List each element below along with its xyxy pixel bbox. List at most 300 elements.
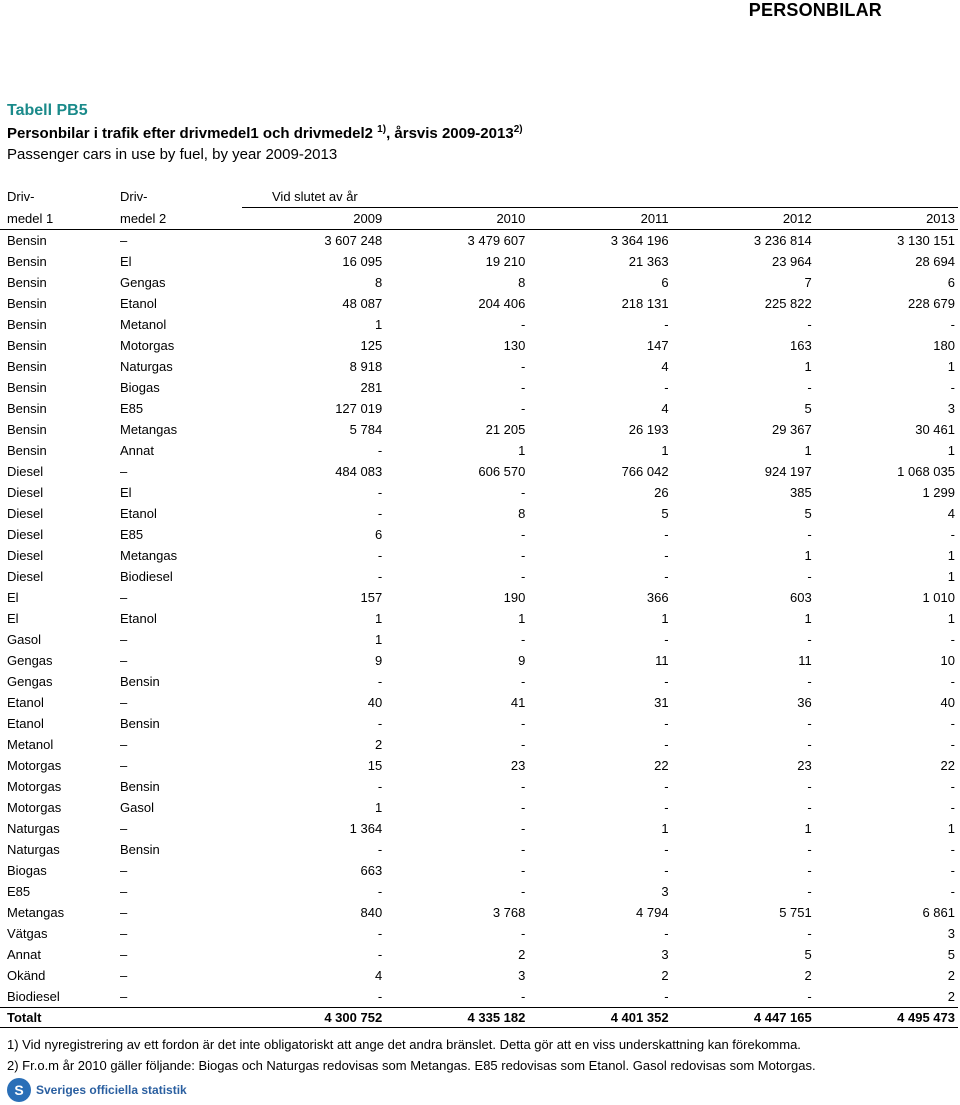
value-cell: - bbox=[521, 716, 526, 731]
footnote-1: 1) Vid nyregistrering av ett fordon är det inte obligatoriskt att ange det andra bränslet. Detta gör att en viss underskattning kan förekomma. bbox=[7, 1037, 801, 1052]
value-cell: 4 bbox=[374, 968, 383, 983]
value-cell: 2 bbox=[804, 968, 812, 983]
value-cell: - bbox=[664, 779, 669, 794]
value-cell: 5 bbox=[804, 947, 812, 962]
value-cell: - bbox=[377, 443, 383, 458]
fuel2-cell: – bbox=[120, 464, 128, 479]
fuel2-cell: Biodiesel bbox=[120, 569, 173, 584]
fuel1-cell: Bensin bbox=[7, 317, 47, 332]
year-span-label: Vid slutet av år bbox=[242, 186, 958, 208]
fuel1-cell: Gengas bbox=[7, 653, 53, 668]
table-row bbox=[0, 503, 958, 524]
value-cell: 28 694 bbox=[915, 254, 955, 269]
fuel2-cell: Metangas bbox=[120, 422, 178, 437]
value-cell: 30 461 bbox=[915, 422, 955, 437]
fuel2-cell: – bbox=[120, 884, 128, 899]
value-cell: 2 bbox=[947, 989, 955, 1004]
value-cell: 1 bbox=[518, 443, 526, 458]
fuel1-cell: Motorgas bbox=[7, 758, 62, 773]
value-cell: 157 bbox=[360, 590, 383, 605]
value-cell: 606 570 bbox=[478, 464, 526, 479]
value-cell: - bbox=[521, 527, 526, 542]
value-cell: - bbox=[377, 884, 383, 899]
table-row bbox=[0, 923, 958, 944]
fuel2-cell: – bbox=[120, 905, 128, 920]
value-cell: 19 210 bbox=[485, 254, 526, 269]
value-cell: 5 784 bbox=[349, 422, 383, 437]
fuel2-cell: E85 bbox=[120, 527, 144, 542]
value-cell: 4 bbox=[661, 401, 669, 416]
value-cell: 1 bbox=[947, 548, 955, 563]
value-cell: - bbox=[950, 380, 955, 395]
value-cell: 3 130 151 bbox=[897, 233, 955, 248]
table-row bbox=[0, 482, 958, 503]
value-cell: 3 bbox=[661, 884, 669, 899]
value-cell: 4 495 473 bbox=[815, 1008, 958, 1028]
table-row bbox=[0, 398, 958, 419]
table-row bbox=[0, 692, 958, 713]
value-cell: - bbox=[377, 716, 383, 731]
fuel2-cell bbox=[114, 1008, 242, 1028]
fuel2-cell: E85 bbox=[120, 401, 144, 416]
table-row bbox=[0, 251, 958, 272]
page-header: PERSONBILAR bbox=[748, 0, 882, 20]
fuel1-cell: Motorgas bbox=[7, 779, 62, 794]
header-row-2 bbox=[0, 208, 958, 230]
table-row bbox=[0, 356, 958, 377]
value-cell: 228 679 bbox=[908, 296, 955, 311]
value-cell: 1 bbox=[518, 611, 526, 626]
footnote-2: 2) Fr.o.m år 2010 gäller följande: Biogas och Naturgas redovisas som Metangas. E85 redovisas som Etanol. Gasol redovisas som Motorgas. bbox=[7, 1058, 816, 1073]
value-cell: 36 bbox=[797, 695, 812, 710]
value-cell: - bbox=[950, 527, 955, 542]
table-row bbox=[0, 608, 958, 629]
fuel1-cell: Bensin bbox=[7, 401, 47, 416]
table-row bbox=[0, 566, 958, 587]
value-cell: 385 bbox=[790, 485, 812, 500]
value-cell: 1 bbox=[947, 821, 955, 836]
fuel2-cell: – bbox=[120, 947, 128, 962]
table-row bbox=[0, 902, 958, 923]
value-cell: - bbox=[807, 863, 812, 878]
fuel1-cell: Biodiesel bbox=[7, 989, 60, 1004]
value-cell: 1 bbox=[947, 569, 955, 584]
value-cell: 4 bbox=[661, 359, 669, 374]
value-cell: 1 bbox=[374, 800, 383, 815]
value-cell: - bbox=[807, 926, 812, 941]
value-cell: 1 bbox=[804, 359, 812, 374]
value-cell: 204 406 bbox=[478, 296, 526, 311]
value-cell: 1 364 bbox=[349, 821, 383, 836]
value-cell: - bbox=[664, 569, 669, 584]
value-cell: - bbox=[521, 548, 526, 563]
fuel2-cell: – bbox=[120, 926, 128, 941]
value-cell: 31 bbox=[654, 695, 669, 710]
value-cell: 23 bbox=[510, 758, 526, 773]
fuel2-cell: Gengas bbox=[120, 275, 166, 290]
fuel1-cell: Vätgas bbox=[7, 926, 48, 941]
fuel2-cell: – bbox=[120, 632, 128, 647]
value-cell: 3 479 607 bbox=[467, 233, 526, 248]
value-cell: 6 bbox=[661, 275, 669, 290]
fuel1-cell: Totalt bbox=[0, 1008, 114, 1028]
fuel1-cell: Bensin bbox=[7, 380, 47, 395]
fuel2-cell: Etanol bbox=[120, 506, 157, 521]
value-cell: 6 861 bbox=[922, 905, 955, 920]
value-cell: 3 bbox=[661, 947, 669, 962]
table-row bbox=[0, 839, 958, 860]
table-row bbox=[0, 419, 958, 440]
value-cell: 4 335 182 bbox=[385, 1008, 528, 1028]
header-row-1 bbox=[0, 186, 958, 208]
table-row bbox=[0, 650, 958, 671]
value-cell: 4 300 752 bbox=[242, 1008, 385, 1028]
value-cell: 15 bbox=[367, 758, 383, 773]
value-cell: 840 bbox=[360, 905, 383, 920]
value-cell: - bbox=[521, 926, 526, 941]
year-header: 2010 bbox=[385, 208, 528, 230]
table-row bbox=[0, 671, 958, 692]
sos-logo bbox=[7, 1078, 187, 1102]
year-header: 2012 bbox=[672, 208, 815, 230]
value-cell: 26 193 bbox=[628, 422, 669, 437]
fuel2-cell: – bbox=[120, 590, 128, 605]
value-cell: - bbox=[950, 632, 955, 647]
value-cell: 1 bbox=[804, 443, 812, 458]
value-cell: 147 bbox=[646, 338, 669, 353]
value-cell: - bbox=[807, 317, 812, 332]
value-cell: - bbox=[807, 884, 812, 899]
fuel1-cell: Motorgas bbox=[7, 800, 62, 815]
fuel2-cell: – bbox=[120, 695, 128, 710]
value-cell: - bbox=[807, 380, 812, 395]
value-cell: 218 131 bbox=[621, 296, 669, 311]
value-cell: 1 bbox=[661, 611, 669, 626]
value-cell: 8 bbox=[518, 506, 526, 521]
value-cell: 40 bbox=[367, 695, 383, 710]
value-cell: - bbox=[664, 842, 669, 857]
value-cell: - bbox=[377, 947, 383, 962]
value-cell: 3 607 248 bbox=[324, 233, 383, 248]
value-cell: 3 768 bbox=[492, 905, 526, 920]
value-cell: - bbox=[807, 527, 812, 542]
fuel2-cell: – bbox=[120, 968, 128, 983]
fuel2-cell: Bensin bbox=[120, 674, 160, 689]
fuel1-cell: Bensin bbox=[7, 359, 47, 374]
value-cell: 1 bbox=[947, 359, 955, 374]
value-cell: - bbox=[664, 989, 669, 1004]
value-cell: 21 205 bbox=[485, 422, 526, 437]
fuel2-cell: Bensin bbox=[120, 842, 160, 857]
value-cell: - bbox=[377, 485, 383, 500]
value-cell: 6 bbox=[947, 275, 955, 290]
value-cell: 127 019 bbox=[335, 401, 383, 416]
value-cell: 8 bbox=[518, 275, 526, 290]
value-cell: - bbox=[807, 632, 812, 647]
value-cell: 2 bbox=[374, 737, 383, 752]
value-cell: 16 095 bbox=[342, 254, 383, 269]
value-cell: 29 367 bbox=[771, 422, 812, 437]
table-row bbox=[0, 545, 958, 566]
col2-header-top: Driv- bbox=[120, 189, 148, 205]
value-cell: - bbox=[521, 779, 526, 794]
fuel1-cell: Diesel bbox=[7, 464, 44, 479]
value-cell: - bbox=[521, 737, 526, 752]
fuel2-cell: El bbox=[120, 254, 132, 269]
fuel2-cell: El bbox=[120, 485, 132, 500]
table-row bbox=[0, 713, 958, 734]
value-cell: - bbox=[521, 317, 526, 332]
fuel1-cell: Etanol bbox=[7, 695, 44, 710]
value-cell: 924 197 bbox=[764, 464, 812, 479]
value-cell: 2 bbox=[661, 968, 669, 983]
fuel2-cell: Bensin bbox=[120, 716, 160, 731]
value-cell: 7 bbox=[804, 275, 812, 290]
value-cell: - bbox=[521, 359, 526, 374]
table-row bbox=[0, 461, 958, 482]
value-cell: - bbox=[521, 800, 526, 815]
year-header: 2011 bbox=[528, 208, 671, 230]
value-cell: - bbox=[807, 779, 812, 794]
table-row bbox=[0, 272, 958, 293]
table-row bbox=[0, 335, 958, 356]
value-cell: 22 bbox=[654, 758, 669, 773]
value-cell: - bbox=[377, 674, 383, 689]
value-cell: 130 bbox=[503, 338, 526, 353]
value-cell: - bbox=[950, 863, 955, 878]
value-cell: 1 bbox=[661, 821, 669, 836]
fuel1-cell: Diesel bbox=[7, 527, 44, 542]
value-cell: - bbox=[950, 800, 955, 815]
value-cell: - bbox=[950, 842, 955, 857]
value-cell: 41 bbox=[510, 695, 526, 710]
value-cell: 4 bbox=[947, 506, 955, 521]
value-cell: 190 bbox=[503, 590, 526, 605]
value-cell: - bbox=[521, 863, 526, 878]
total-row bbox=[0, 1008, 958, 1028]
value-cell: - bbox=[521, 821, 526, 836]
value-cell: - bbox=[807, 800, 812, 815]
value-cell: 1 068 035 bbox=[897, 464, 955, 479]
value-cell: - bbox=[377, 989, 383, 1004]
fuel1-cell: Bensin bbox=[7, 275, 47, 290]
year-header: 2009 bbox=[242, 208, 385, 230]
fuel1-cell: Diesel bbox=[7, 569, 44, 584]
fuel1-cell: Bensin bbox=[7, 233, 47, 248]
logo-text: Sveriges officiella statistik bbox=[36, 1083, 187, 1097]
fuel2-cell: – bbox=[120, 653, 128, 668]
value-cell: - bbox=[807, 842, 812, 857]
value-cell: 1 bbox=[804, 611, 812, 626]
fuel2-cell: – bbox=[120, 758, 128, 773]
value-cell: 1 bbox=[661, 443, 669, 458]
table-row bbox=[0, 818, 958, 839]
value-cell: 40 bbox=[940, 695, 955, 710]
value-cell: 5 bbox=[661, 506, 669, 521]
sos-logo-icon: S bbox=[7, 1078, 31, 1102]
value-cell: 23 bbox=[797, 758, 812, 773]
value-cell: 11 bbox=[798, 653, 812, 668]
value-cell: - bbox=[377, 926, 383, 941]
value-cell: - bbox=[664, 800, 669, 815]
value-cell: - bbox=[950, 716, 955, 731]
table-row bbox=[0, 293, 958, 314]
value-cell: 1 299 bbox=[922, 485, 955, 500]
value-cell: 5 bbox=[947, 947, 955, 962]
fuel1-cell: Bensin bbox=[7, 443, 47, 458]
table-row bbox=[0, 797, 958, 818]
fuel2-cell: Bensin bbox=[120, 779, 160, 794]
fuel2-cell: – bbox=[120, 233, 128, 248]
fuel2-cell: Biogas bbox=[120, 380, 160, 395]
title-english: Passenger cars in use by fuel, by year 2009-2013 bbox=[7, 146, 338, 163]
fuel1-cell: Metangas bbox=[7, 905, 65, 920]
value-cell: 1 bbox=[947, 611, 955, 626]
value-cell: 281 bbox=[360, 380, 383, 395]
value-cell: - bbox=[807, 716, 812, 731]
table-id: Tabell PB5 bbox=[7, 102, 88, 119]
value-cell: - bbox=[377, 548, 383, 563]
value-cell: - bbox=[664, 926, 669, 941]
title-swedish: Personbilar i trafik efter drivmedel1 och drivmedel2 $^{1)}$, årsvis 2009-2013$^{2)}$ bbox=[7, 124, 523, 142]
value-cell: - bbox=[664, 737, 669, 752]
value-cell: - bbox=[521, 401, 526, 416]
value-cell: - bbox=[950, 317, 955, 332]
footnotes bbox=[7, 1034, 816, 1076]
value-cell: - bbox=[664, 863, 669, 878]
value-cell: - bbox=[377, 569, 383, 584]
table-row bbox=[0, 377, 958, 398]
fuel1-cell: El bbox=[7, 611, 19, 626]
fuel2-cell: Metanol bbox=[120, 317, 167, 332]
value-cell: - bbox=[950, 779, 955, 794]
value-cell: 1 bbox=[804, 821, 812, 836]
fuel1-cell: Bensin bbox=[7, 296, 47, 311]
value-cell: - bbox=[521, 674, 526, 689]
fuel2-cell: Etanol bbox=[120, 611, 157, 626]
table-row bbox=[0, 524, 958, 545]
value-cell: 23 964 bbox=[771, 254, 812, 269]
value-cell: 3 bbox=[947, 926, 955, 941]
value-cell: 225 822 bbox=[764, 296, 812, 311]
value-cell: - bbox=[664, 716, 669, 731]
fuel1-cell: Diesel bbox=[7, 485, 44, 500]
fuel1-cell: Etanol bbox=[7, 716, 44, 731]
fuel1-cell: Naturgas bbox=[7, 821, 60, 836]
fuel2-cell: – bbox=[120, 737, 128, 752]
value-cell: 3 364 196 bbox=[610, 233, 669, 248]
value-cell: 1 bbox=[374, 611, 383, 626]
value-cell: 4 401 352 bbox=[528, 1008, 671, 1028]
value-cell: - bbox=[521, 842, 526, 857]
value-cell: - bbox=[377, 779, 383, 794]
value-cell: - bbox=[807, 569, 812, 584]
value-cell: 2 bbox=[518, 947, 526, 962]
value-cell: 163 bbox=[790, 338, 812, 353]
value-cell: 1 bbox=[947, 443, 955, 458]
table-row bbox=[0, 440, 958, 461]
value-cell: 8 bbox=[374, 275, 383, 290]
value-cell: 4 794 bbox=[636, 905, 669, 920]
fuel1-cell: Diesel bbox=[7, 548, 44, 563]
table-row bbox=[0, 776, 958, 797]
table-row bbox=[0, 860, 958, 881]
value-cell: 1 bbox=[374, 317, 383, 332]
value-cell: 366 bbox=[646, 590, 669, 605]
value-cell: 22 bbox=[940, 758, 955, 773]
value-cell: 5 751 bbox=[779, 905, 812, 920]
value-cell: 5 bbox=[804, 401, 812, 416]
fuel1-cell: Metanol bbox=[7, 737, 54, 752]
table-row bbox=[0, 314, 958, 335]
fuel1-cell: Gengas bbox=[7, 674, 53, 689]
value-cell: - bbox=[807, 674, 812, 689]
value-cell: 663 bbox=[360, 863, 383, 878]
value-cell: - bbox=[377, 506, 383, 521]
value-cell: - bbox=[521, 569, 526, 584]
value-cell: - bbox=[664, 674, 669, 689]
value-cell: - bbox=[521, 485, 526, 500]
value-cell: - bbox=[950, 674, 955, 689]
value-cell: 11 bbox=[655, 653, 669, 668]
fuel1-cell: Bensin bbox=[7, 254, 47, 269]
table-row bbox=[0, 587, 958, 608]
value-cell: 2 bbox=[947, 968, 955, 983]
value-cell: 21 363 bbox=[628, 254, 669, 269]
fuel2-cell: Naturgas bbox=[120, 359, 173, 374]
value-cell: - bbox=[807, 989, 812, 1004]
fuel2-cell: – bbox=[120, 863, 128, 878]
fuel2-cell: – bbox=[120, 989, 128, 1004]
value-cell: 26 bbox=[654, 485, 669, 500]
table-row bbox=[0, 986, 958, 1008]
fuel2-cell: Metangas bbox=[120, 548, 178, 563]
value-cell: - bbox=[521, 884, 526, 899]
value-cell: - bbox=[664, 527, 669, 542]
table-row bbox=[0, 965, 958, 986]
table-row bbox=[0, 881, 958, 902]
value-cell: - bbox=[664, 632, 669, 647]
value-cell: - bbox=[377, 842, 383, 857]
value-cell: - bbox=[807, 737, 812, 752]
value-cell: - bbox=[664, 548, 669, 563]
data-table bbox=[0, 186, 958, 1028]
value-cell: 8 918 bbox=[349, 359, 383, 374]
value-cell: 1 bbox=[804, 548, 812, 563]
fuel2-cell: Annat bbox=[120, 443, 154, 458]
value-cell: 5 bbox=[804, 506, 812, 521]
table-row bbox=[0, 734, 958, 755]
value-cell: - bbox=[664, 317, 669, 332]
table-row bbox=[0, 230, 958, 252]
value-cell: 4 447 165 bbox=[672, 1008, 815, 1028]
table-row bbox=[0, 755, 958, 776]
fuel1-cell: Annat bbox=[7, 947, 41, 962]
fuel1-cell: Bensin bbox=[7, 338, 47, 353]
value-cell: 9 bbox=[518, 653, 526, 668]
year-header: 2013 bbox=[815, 208, 958, 230]
fuel1-cell: Biogas bbox=[7, 863, 47, 878]
value-cell: 125 bbox=[360, 338, 383, 353]
value-cell: 3 236 814 bbox=[753, 233, 812, 248]
value-cell: - bbox=[664, 380, 669, 395]
value-cell: - bbox=[521, 632, 526, 647]
fuel1-cell: Bensin bbox=[7, 422, 47, 437]
value-cell: 766 042 bbox=[621, 464, 669, 479]
value-cell: - bbox=[950, 884, 955, 899]
value-cell: 48 087 bbox=[342, 296, 383, 311]
fuel2-cell: Motorgas bbox=[120, 338, 175, 353]
